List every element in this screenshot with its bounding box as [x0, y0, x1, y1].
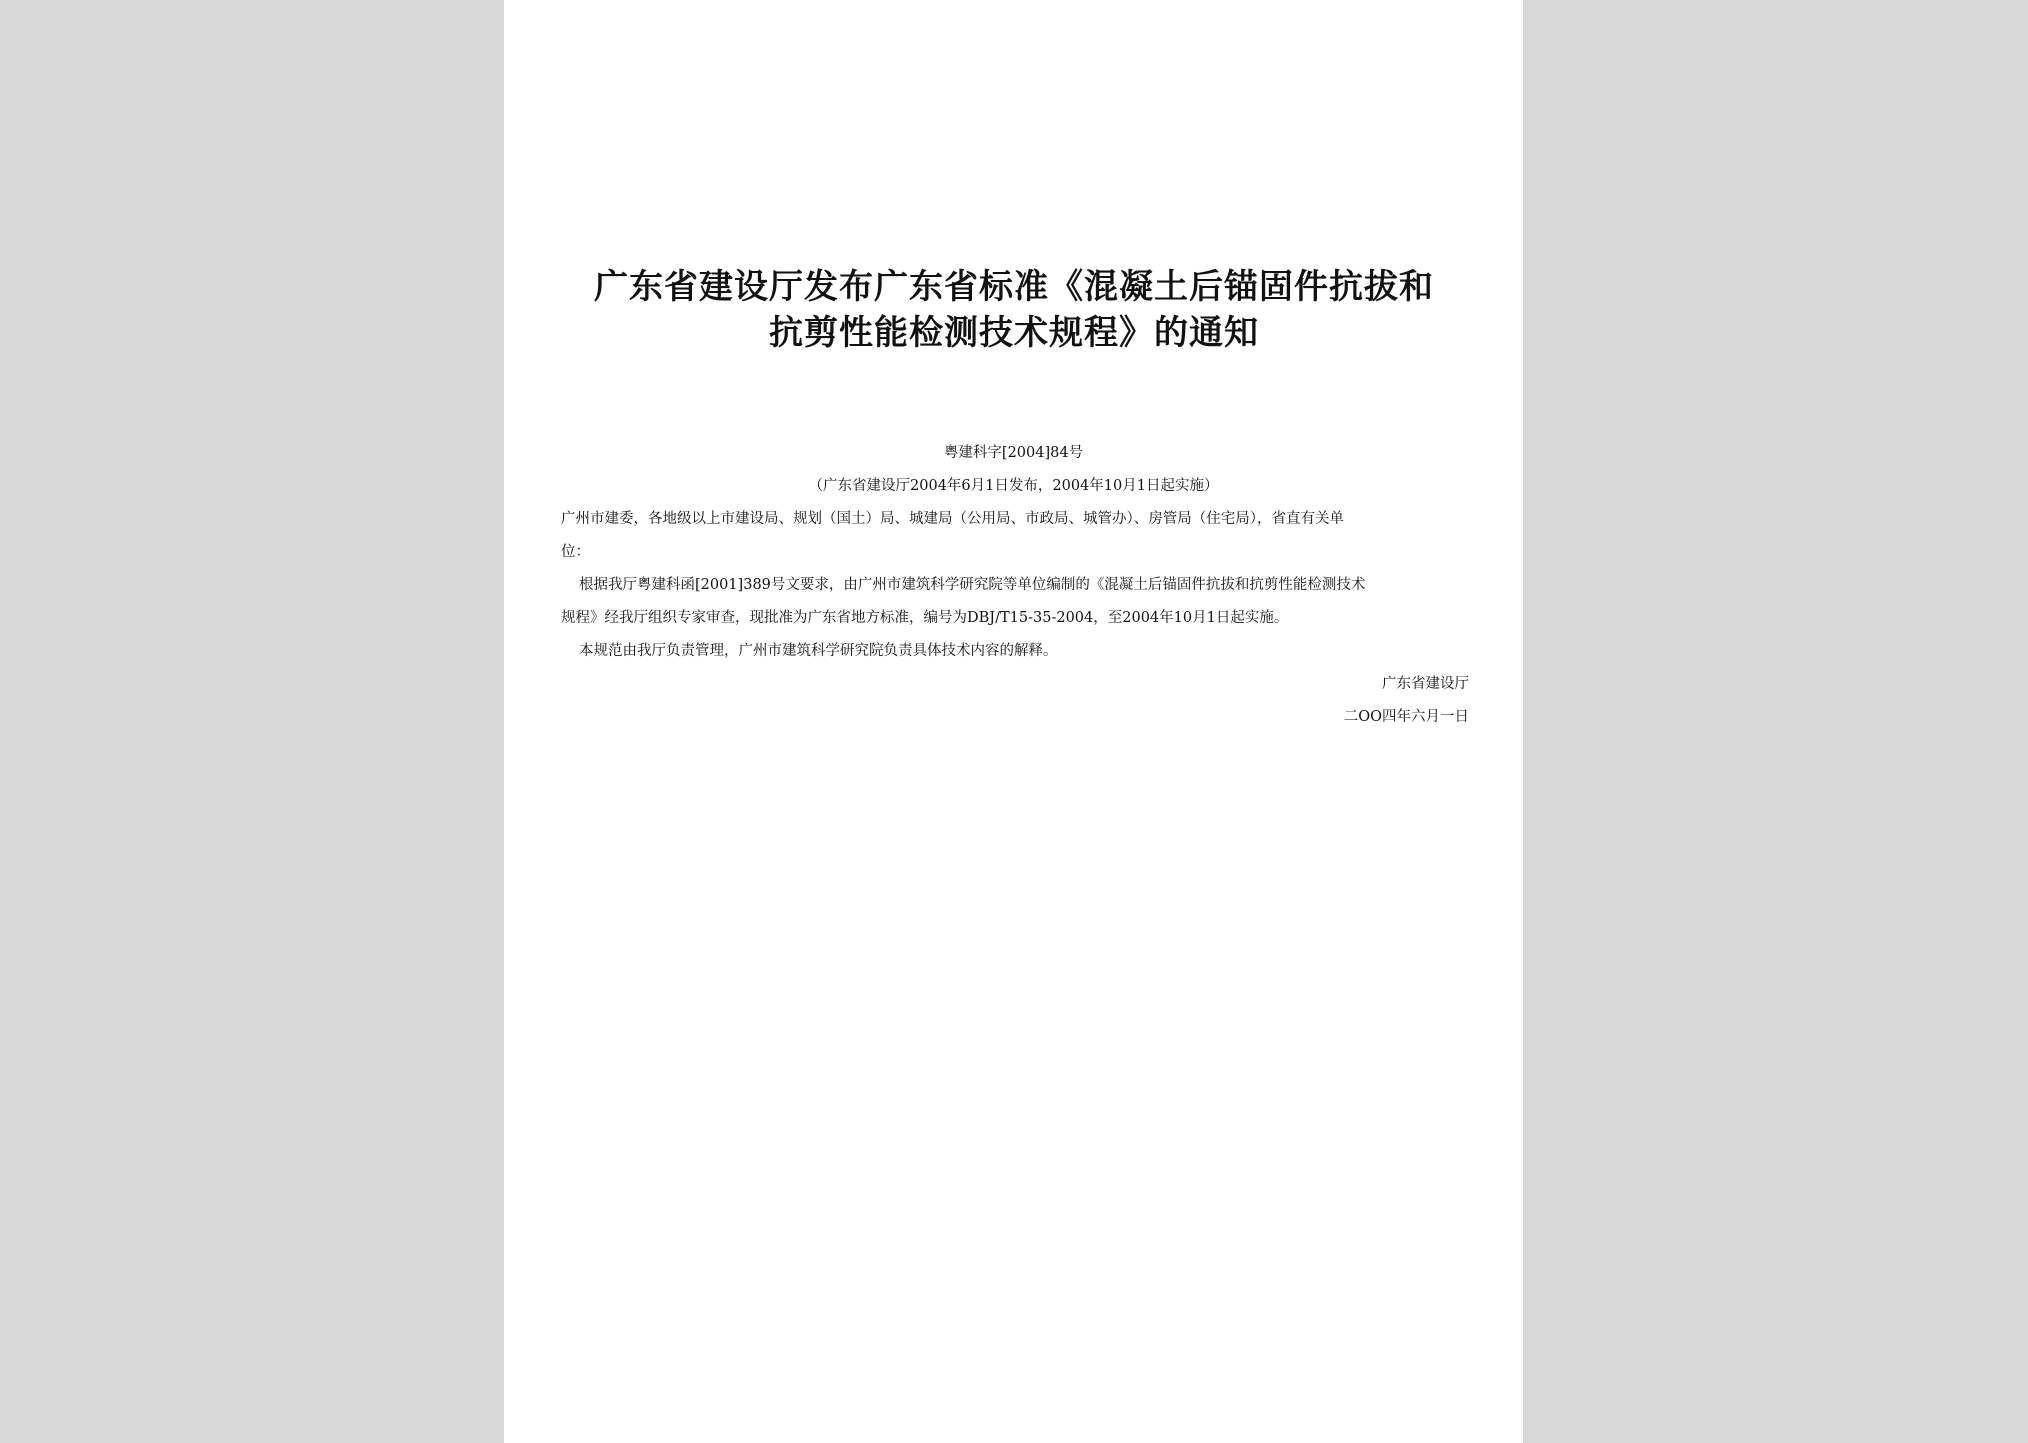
document-title-line-1: 广东省建设厅发布广东省标准《混凝土后锚固件抗拔和: [594, 267, 1434, 307]
paragraph-1-line-1: 根据我厅粤建科函[2001]389号文要求，由广州市建筑科学研究院等单位编制的《混凝土后锚固件抗拔和抗剪性能检测技术: [579, 577, 1366, 593]
document-title-line-2: 抗剪性能检测技术规程》的通知: [769, 313, 1259, 353]
document-number: 粤建科字[2004]84号: [943, 445, 1084, 461]
issued-note: （广东省建设厅2004年6月1日发布，2004年10月1日起实施）: [808, 478, 1219, 494]
issue-date: 二OO四年六月一日: [1343, 709, 1469, 725]
document-page: [504, 0, 1523, 1443]
paragraph-1-line-2: 规程》经我厅组织专家审查，现批准为广东省地方标准，编号为DBJ/T15-35-2004，至2004年10月1日起实施。: [561, 610, 1289, 626]
paragraph-2: 本规范由我厅负责管理，广州市建筑科学研究院负责具体技术内容的解释。: [579, 643, 1058, 659]
addressees-line-1: 广州市建委，各地级以上市建设局、规划（国土）局、城建局（公用局、市政局、城管办）、房管局（住宅局），省直有关单: [561, 511, 1344, 527]
addressees-line-2: 位：: [561, 544, 590, 560]
signature: 广东省建设厅: [1382, 676, 1469, 692]
